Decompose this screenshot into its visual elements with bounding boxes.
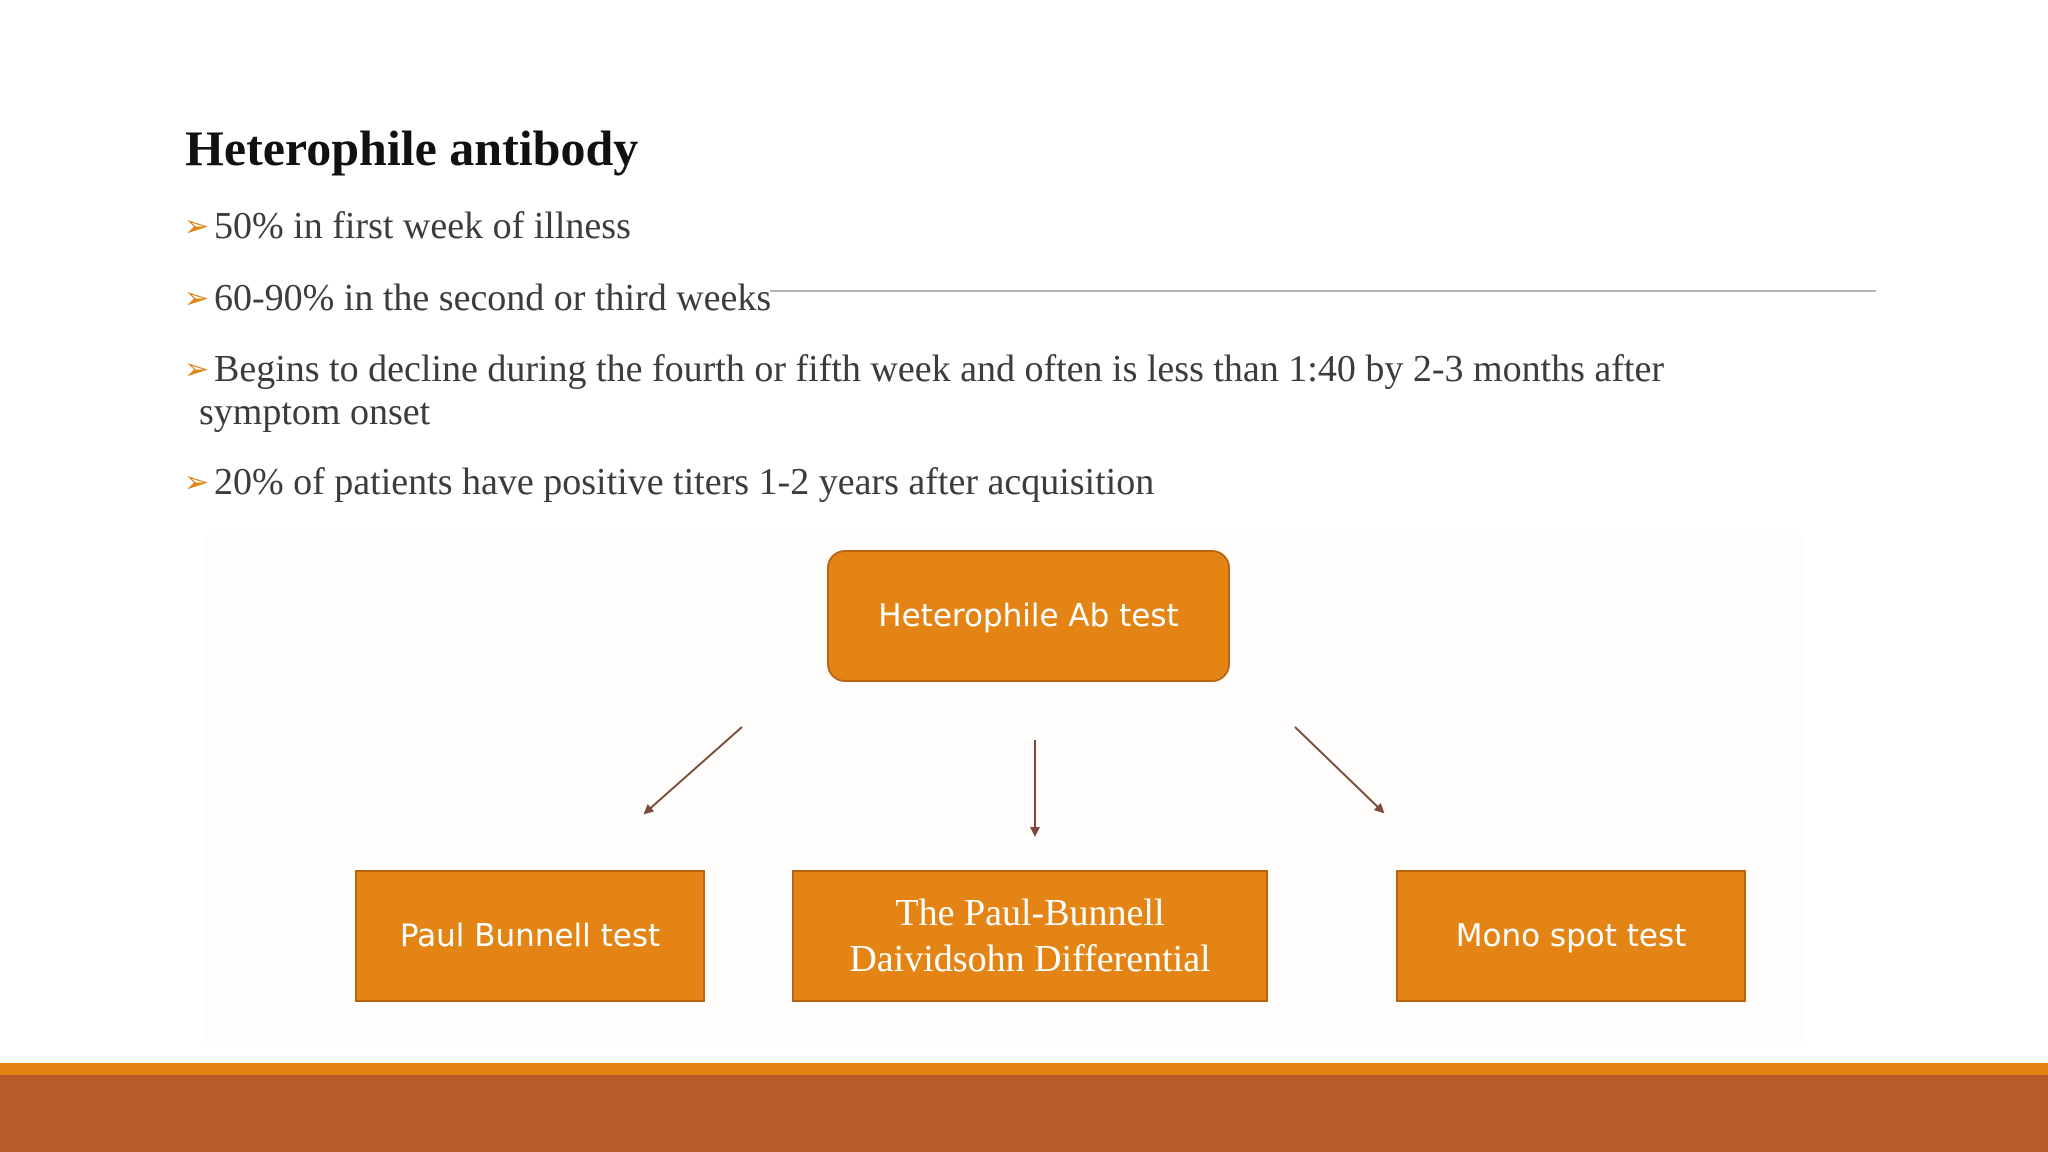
bullet-text: Begins to decline during the fourth or fifth week and often is less than 1:40 by 2-3 months after (214, 348, 1665, 390)
bullet-text-continuation: symptom onset (199, 391, 431, 433)
root-node: Heterophile Ab test (827, 550, 1230, 682)
footer-band (0, 1063, 2048, 1152)
connector-arrow-left (645, 727, 742, 813)
connector-arrow-right (1295, 727, 1383, 812)
bullet-text: 20% of patients have positive titers 1-2 years after acquisition (214, 461, 1155, 503)
child-node: Mono spot test (1396, 870, 1746, 1002)
bullet-text: 50% in first week of illness (214, 205, 631, 247)
bullet-item (184, 205, 1884, 248)
arrow-bullet-icon: ➢ (184, 352, 210, 387)
bullet-item (184, 277, 1884, 320)
hierarchy-diagram (205, 535, 1805, 1045)
arrow-bullet-icon: ➢ (184, 281, 210, 316)
slide-title: Heterophile antibody (185, 120, 639, 176)
bullet-item (184, 461, 1884, 504)
footer-accent-stripe (0, 1063, 2048, 1075)
child-node: Paul Bunnell test (355, 870, 705, 1002)
child-node: The Paul-Bunnell Daividsohn Differential (792, 870, 1268, 1002)
bullet-item (184, 348, 1884, 433)
bullet-text: 60-90% in the second or third weeks (214, 277, 772, 319)
arrow-bullet-icon: ➢ (184, 465, 210, 500)
arrow-bullet-icon: ➢ (184, 209, 210, 244)
